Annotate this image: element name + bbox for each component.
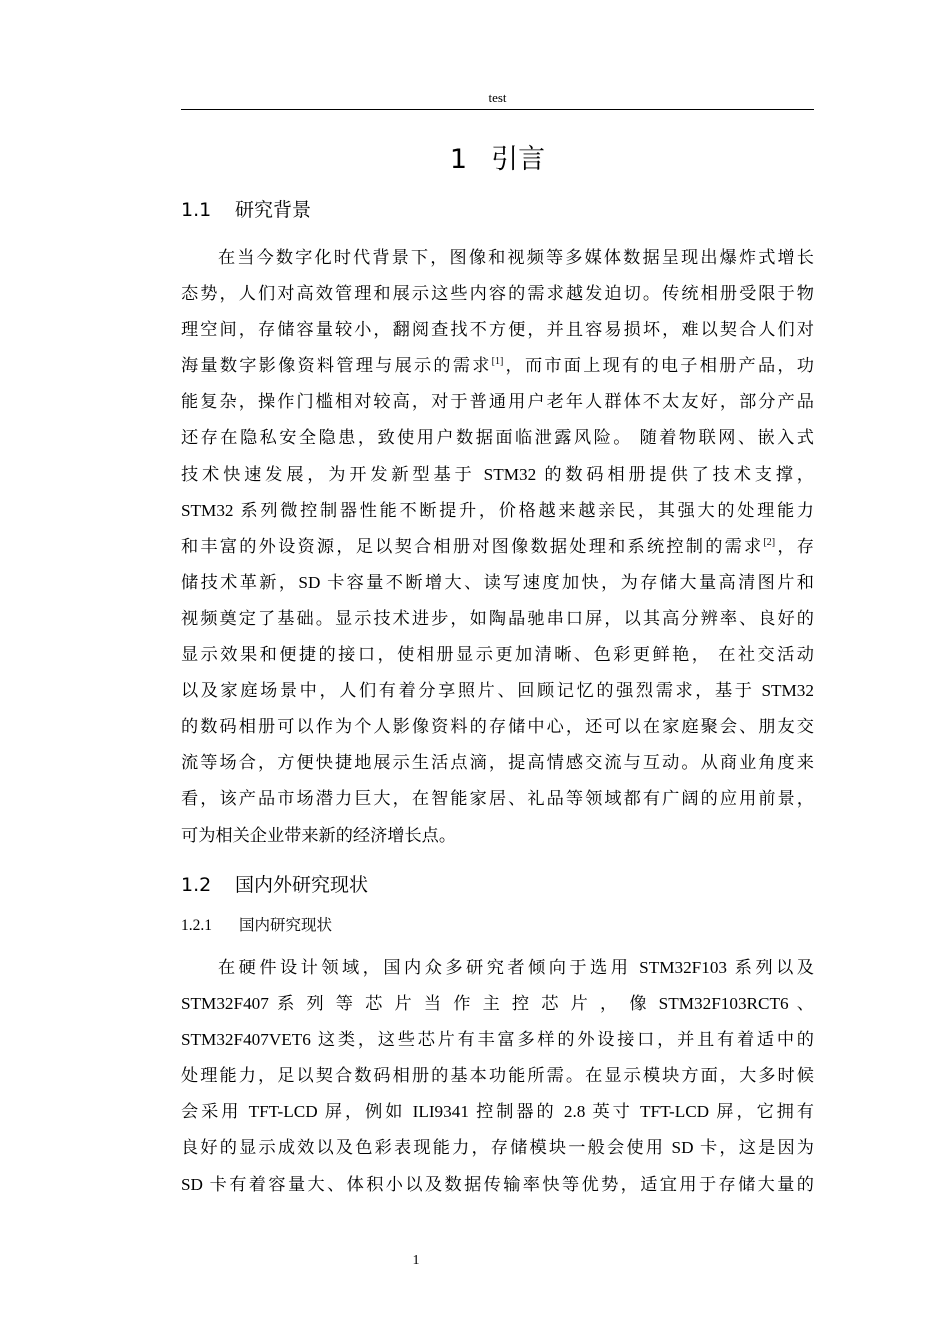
text-line: 海量数字影像资料管理与展示的需求[1]，而市面上现有的电子相册产品，功: [181, 356, 814, 376]
text-line: 可为相关企业带来新的经济增长点。: [181, 825, 457, 845]
subsection-title: 国内研究现状: [239, 916, 333, 934]
text-line: 理空间，存储容量较小，翻阅查找不方便，并且容易损坏，难以契合人们对: [181, 320, 814, 340]
text-line: 在硬件设计领域，国内众多研究者倾向于选用 STM32F103 系列以及: [218, 958, 814, 977]
citation-2[interactable]: [2]: [763, 536, 776, 548]
paragraph-research-background: [181, 240, 814, 854]
text-line: 流等场合，方便快捷地展示生活点滴，提高情感交流与互动。从商业角度来: [181, 753, 814, 773]
text-line: STM32F407 系 列 等 芯 片 当 作 主 控 芯 片 ， 像 STM32F103RCT6 、: [181, 994, 814, 1014]
page-number: 1: [412, 1253, 420, 1268]
text-line: 和丰富的外设资源，足以契合相册对图像数据处理和系统控制的需求[2]，存: [181, 536, 814, 556]
text-line: 在当今数字化时代背景下，图像和视频等多媒体数据呈现出爆炸式增长: [218, 248, 814, 267]
citation-1[interactable]: [1]: [491, 356, 504, 368]
text-line: 储技术革新，SD 卡容量不断增大、读写速度加快，为存储大量高清图片和: [181, 572, 814, 592]
text-line: 的数码相册可以作为个人影像资料的存储中心，还可以在家庭聚会、朋友交: [181, 717, 814, 737]
text-line: STM32 系列微控制器性能不断提升，价格越来越亲民，其强大的处理能力: [181, 500, 814, 520]
chapter-title: [181, 142, 814, 178]
subsection-heading-1-2-1: [181, 914, 332, 937]
chapter-title-text: 引言: [491, 144, 546, 175]
paragraph-domestic-research: [181, 950, 814, 1203]
section-number: 1.1: [181, 199, 212, 221]
section-number: 1.2: [181, 874, 212, 896]
text-line: 态势，人们对高效管理和展示这些内容的需求越发迫切。传统相册受限于物: [181, 284, 814, 304]
section-title: 国内外研究现状: [235, 874, 369, 896]
running-header: test: [488, 90, 507, 105]
text-line: 处理能力，足以契合数码相册的基本功能所需。在显示模块方面，大多时候: [181, 1066, 814, 1086]
chapter-number: 1: [449, 144, 468, 175]
text-line: 会采用 TFT-LCD 屏，例如 ILI9341 控制器的 2.8 英寸 TFT-LCD 屏，它拥有: [181, 1102, 814, 1122]
text-line: 看，该产品市场潜力巨大，在智能家居、礼品等领域都有广阔的应用前景，: [181, 789, 814, 809]
text-line: 显示效果和便捷的接口，使相册显示更加清晰、色彩更鲜艳， 在社交活动: [181, 645, 814, 665]
subsection-number: 1.2.1: [181, 917, 212, 934]
text-line: 能复杂，操作门槛相对较高，对于普通用户老年人群体不太友好，部分产品: [181, 392, 814, 412]
section-heading-1-1: [181, 197, 311, 223]
text-line: 良好的显示成效以及色彩表现能力，存储模块一般会使用 SD 卡，这是因为: [181, 1138, 814, 1158]
header-rule: [181, 109, 814, 110]
section-title: 研究背景: [235, 199, 312, 221]
text-line: SD 卡有着容量大、体积小以及数据传输率快等优势，适宜用于存储大量的: [181, 1174, 814, 1194]
text-line: 视频奠定了基础。显示技术进步，如陶晶驰串口屏，以其高分辨率、良好的: [181, 608, 814, 628]
text-line: 以及家庭场景中，人们有着分享照片、回顾记忆的强烈需求，基于 STM32: [181, 681, 814, 701]
text-line: 技术快速发展，为开发新型基于 STM32 的数码相册提供了技术支撑，: [181, 464, 814, 484]
text-line: STM32F407VET6 这类，这些芯片有丰富多样的外设接口，并且有着适中的: [181, 1030, 814, 1050]
section-heading-1-2: [181, 872, 368, 898]
text-line: 还存在隐私安全隐患，致使用户数据面临泄露风险。 随着物联网、嵌入式: [181, 428, 814, 448]
